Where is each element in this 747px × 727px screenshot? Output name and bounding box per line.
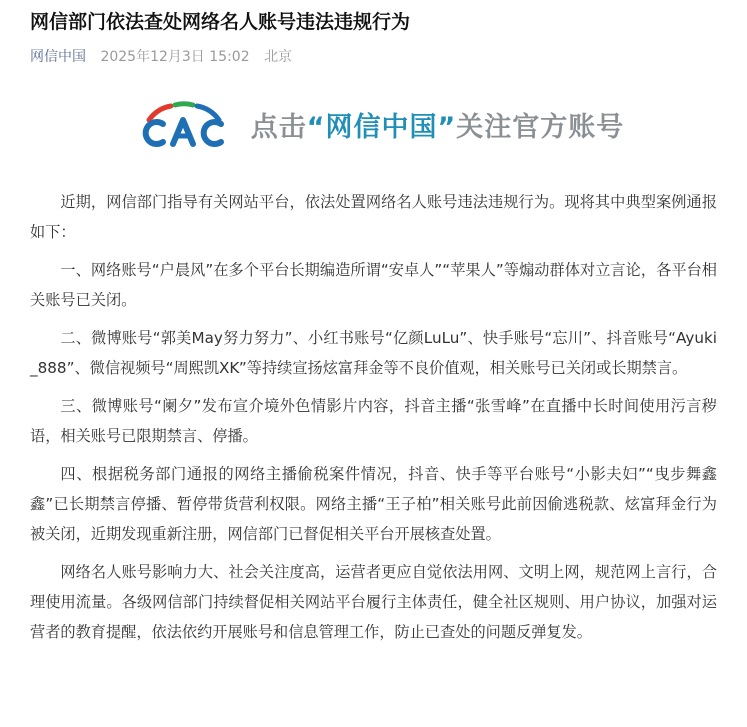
follow-prefix: 点击 [250,111,307,143]
article-title: 网信部门依法查处网络名人账号违法违规行为 [30,11,411,33]
follow-official-account-text[interactable] [251,105,625,144]
follow-banner[interactable] [30,89,731,159]
paragraph-conclusion: 网络名人账号影响力大、社会关注度高，运营者更应自觉依法用网、文明上网，规范网上言行，合理使用流量。各级网信部门持续督促相关网站平台履行主体责任，健全社区规则、用户协议，加强对运营者的教育提醒，依法依约开展账号和信息管理工作，防止已查处的问题反弹复发。 [30,563,717,641]
publish-time: 2025年12月3日 15:02 [100,49,250,65]
paragraph-case-1: 一、网络账号“户晨风”在多个平台长期编造所谓“安卓人”“苹果人”等煽动群体对立言论，各平台相关账号已关闭。 [30,261,717,309]
article-body [30,187,731,647]
paragraph-intro: 近期，网信部门指导有关网站平台，依法处置网络名人账号违法违规行为。现将其中典型案例通报如下： [30,193,717,241]
source-account-link[interactable]: 网信中国 [30,49,86,65]
paragraph-case-3: 三、微博账号“阑夕”发布宣介境外色情影片内容，抖音主播“张雪峰”在直播中长时间使用污言秽语，相关账号已限期禁言、停播。 [30,397,717,445]
publish-location: 北京 [264,49,293,65]
article-meta [30,47,731,67]
follow-suffix: 关注官方账号 [456,111,625,143]
cac-logo-icon [137,100,229,148]
follow-account-name: “网信中国” [306,111,457,143]
paragraph-case-4: 四、根据税务部门通报的网络主播偷税案件情况，抖音、快手等平台账号“小影夫妇”“曳步舞鑫鑫”已长期禁言停播、暂停带货营利权限。网络主播“王子柏”相关账号此前因偷逃税款、炫富拜金行为被关闭，近期发现重新注册，网信部门已督促相关平台开展核查处置。 [30,465,717,543]
paragraph-case-2: 二、微博账号“郭美May努力努力”、小红书账号“亿颜LuLu”、快手账号“忘川”、抖音账号“Ayuki_888”、微信视频号“周熙凯XK”等持续宣扬炫富拜金等不良价值观，相关账号已关闭或长期禁言。 [30,329,717,377]
